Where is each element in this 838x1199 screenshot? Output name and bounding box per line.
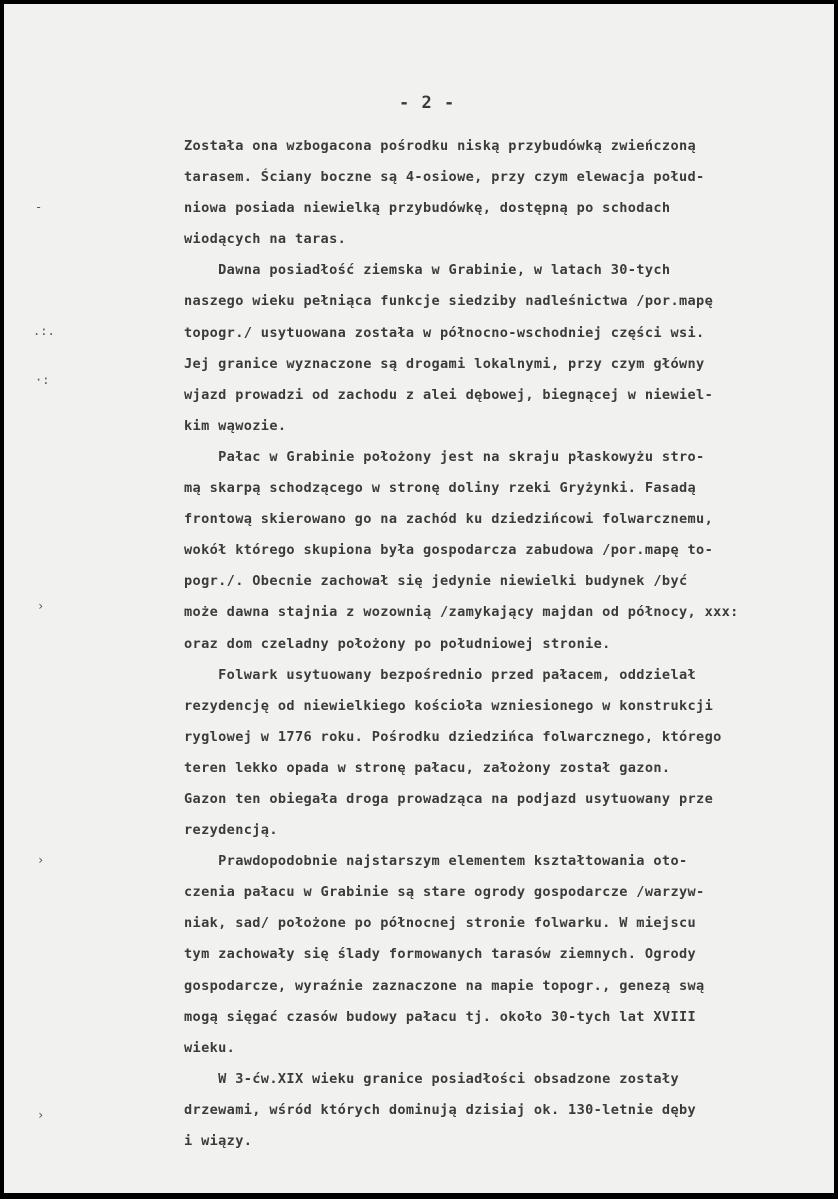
text-line: może dawna stajnia z wozownią /zamykający majdan od północy, xxx: bbox=[184, 604, 739, 621]
page-number: - 2 - bbox=[399, 93, 456, 113]
text-line: i wiązy. bbox=[184, 1133, 253, 1149]
text-line: frontową skierowano go na zachód ku dziedzińcowi folwarcznemu, bbox=[184, 511, 714, 528]
text-line: gospodarcze, wyraźnie zaznaczone na mapie topogr., genezą swą bbox=[184, 977, 705, 994]
text-line: wjazd prowadzi od zachodu z alei dębowej, biegnącej w niewiel- bbox=[184, 386, 714, 403]
text-line: teren lekko opada w stronę pałacu, założony został gazon. bbox=[184, 759, 671, 776]
margin-mark: › bbox=[37, 1108, 45, 1122]
text-line: Folwark usytuowany bezpośrednio przed pałacem, oddzielał bbox=[184, 666, 697, 683]
text-line: wiodących na taras. bbox=[184, 231, 347, 248]
text-line: czenia pałacu w Grabinie są stare ogrody gospodarcze /warzyw- bbox=[184, 884, 705, 901]
text-line: Została ona wzbogacona pośrodku niską przybudówką zwieńczoną bbox=[184, 138, 697, 154]
text-line: niak, sad/ położone po północnej stronie folwarku. W miejscu bbox=[184, 915, 697, 932]
text-line: wokół którego skupiona była gospodarcza zabudowa /por.mapę to- bbox=[184, 542, 714, 559]
margin-mark: ·: bbox=[35, 373, 50, 387]
text-line: W 3-ćw.XIX wieku granice posiadłości obsadzone zostały bbox=[184, 1070, 679, 1087]
text-line: ryglowej w 1776 roku. Pośrodku dziedzińca folwarcznego, którego bbox=[184, 728, 722, 745]
text-line: mą skarpą schodzącego w stronę doliny rzeki Gryżynki. Fasadą bbox=[184, 480, 697, 497]
text-line: niowa posiada niewielką przybudówkę, dostępną po schodach bbox=[184, 200, 671, 217]
text-line: topogr./ usytuowana została w północno-wschodniej części wsi. bbox=[184, 324, 705, 341]
text-line: Jej granice wyznaczone są drogami lokalnymi, przy czym główny bbox=[184, 355, 705, 372]
text-line: rezydencję od niewielkiego kościoła wzniesionego w konstrukcji bbox=[184, 697, 714, 714]
document-body bbox=[184, 131, 824, 1157]
text-line: wieku. bbox=[184, 1039, 236, 1056]
text-line: mogą sięgać czasów budowy pałacu tj. około 30-tych lat XVIII bbox=[184, 1008, 697, 1025]
text-line: tym zachowały się ślady formowanych tarasów ziemnych. Ogrody bbox=[184, 946, 697, 963]
text-line: kim wąwozie. bbox=[184, 417, 287, 434]
text-line: naszego wieku pełniąca funkcje siedziby nadleśnictwa /por.mapę bbox=[184, 293, 714, 310]
text-line: Gazon ten obiegała droga prowadząca na podjazd usytuowany prze bbox=[184, 790, 714, 807]
text-line: Pałac w Grabinie położony jest na skraju płaskowyżu stro- bbox=[184, 448, 705, 465]
document-page bbox=[4, 4, 834, 1193]
margin-mark: .:. bbox=[33, 324, 55, 338]
text-line: drzewami, wśród których dominują dzisiaj ok. 130-letnie dęby bbox=[184, 1101, 697, 1118]
text-line: Prawdopodobnie najstarszym elementem kształtowania oto- bbox=[184, 853, 688, 870]
margin-mark: › bbox=[37, 853, 45, 867]
text-line: tarasem. Ściany boczne są 4-osiowe, przy czym elewacja połud- bbox=[184, 169, 705, 186]
margin-mark: - bbox=[35, 200, 43, 214]
margin-mark: › bbox=[37, 599, 45, 613]
text-line: pogr./. Obecnie zachował się jedynie niewielki budynek /być bbox=[184, 573, 688, 590]
text-line: rezydencją. bbox=[184, 822, 278, 839]
text-line: oraz dom czeladny położony po południowej stronie. bbox=[184, 635, 611, 652]
text-line: Dawna posiadłość ziemska w Grabinie, w latach 30-tych bbox=[184, 262, 671, 279]
